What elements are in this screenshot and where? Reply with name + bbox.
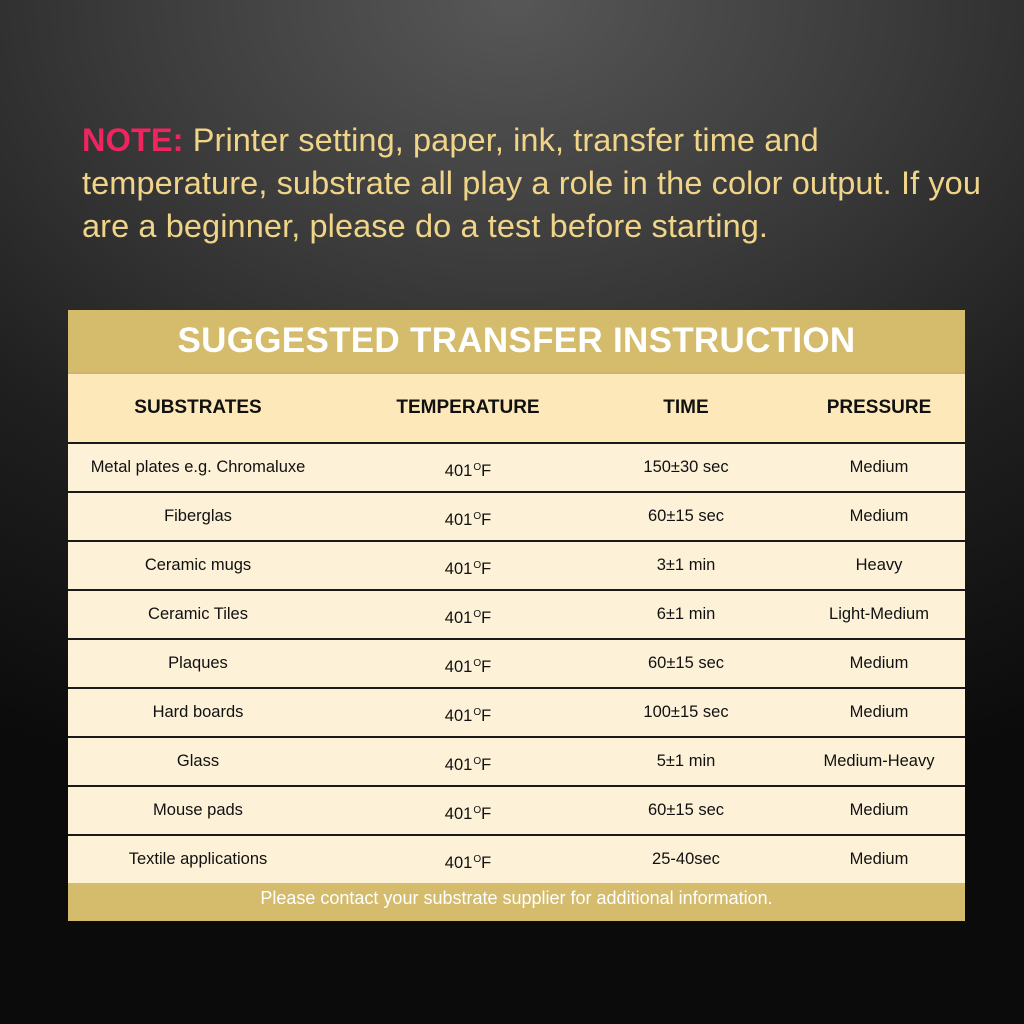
degree-symbol: O (473, 805, 482, 816)
cell-temperature (358, 738, 578, 785)
temperature-value: 401 (444, 707, 473, 725)
temperature-value: 401 (444, 854, 473, 872)
temperature-value: 401 (444, 511, 473, 529)
cell-pressure: Medium (849, 801, 909, 819)
cell-time: 60±15 sec (647, 801, 725, 819)
temperature-value: 401 (444, 756, 473, 774)
table-footer-note: Please contact your substrate supplier for additional information. (260, 888, 773, 908)
cell-temperature (358, 591, 578, 638)
cell-pressure: Light-Medium (829, 605, 929, 623)
table-header-row (68, 372, 965, 442)
table-row (68, 591, 965, 638)
table-row (68, 493, 965, 540)
note-paragraph (82, 119, 982, 248)
table-row (68, 689, 965, 736)
cell-pressure: Heavy (855, 556, 903, 574)
header-temperature: TEMPERATURE (396, 397, 540, 418)
table-row (68, 738, 965, 785)
cell-substrate: Mouse pads (153, 801, 243, 819)
cell-time: 5±1 min (656, 752, 716, 770)
temperature-unit: F (481, 658, 492, 676)
cell-pressure: Medium-Heavy (823, 752, 935, 770)
cell-time: 60±15 sec (647, 654, 725, 672)
temperature-unit: F (481, 756, 492, 774)
temperature-unit: F (481, 511, 492, 529)
degree-symbol: O (473, 854, 482, 865)
cell-substrate: Plaques (168, 654, 228, 672)
temperature-unit: F (481, 854, 492, 872)
temperature-value: 401 (444, 805, 473, 823)
cell-time: 60±15 sec (647, 507, 725, 525)
cell-pressure: Medium (849, 703, 909, 721)
table-row (68, 836, 965, 883)
cell-time: 25-40sec (652, 850, 720, 868)
degree-symbol: O (473, 756, 482, 767)
temperature-unit: F (481, 560, 492, 578)
cell-time: 150±30 sec (643, 458, 729, 476)
cell-substrate: Hard boards (152, 703, 244, 721)
header-time: TIME (663, 397, 709, 418)
cell-time: 6±1 min (656, 605, 716, 623)
cell-temperature (358, 542, 578, 589)
cell-temperature (358, 836, 578, 883)
temperature-unit: F (481, 707, 492, 725)
cell-pressure: Medium (849, 458, 909, 476)
degree-symbol: O (473, 511, 482, 522)
cell-temperature (358, 493, 578, 540)
temperature-value: 401 (444, 462, 473, 480)
temperature-value: 401 (444, 658, 473, 676)
degree-symbol: O (473, 462, 482, 473)
table-body (68, 442, 965, 878)
cell-time: 100±15 sec (643, 703, 729, 721)
cell-substrate: Ceramic mugs (144, 556, 252, 574)
cell-pressure: Medium (849, 654, 909, 672)
cell-substrate: Metal plates e.g. Chromaluxe (90, 458, 306, 476)
temperature-unit: F (481, 462, 492, 480)
cell-substrate: Fiberglas (164, 507, 232, 525)
header-pressure: PRESSURE (826, 397, 932, 418)
transfer-instruction-table (68, 310, 965, 921)
cell-substrate: Ceramic Tiles (148, 605, 248, 623)
temperature-value: 401 (444, 609, 473, 627)
table-row (68, 787, 965, 834)
table-row (68, 444, 965, 491)
degree-symbol: O (473, 707, 482, 718)
cell-pressure: Medium (849, 850, 909, 868)
note-text: Printer setting, paper, ink, transfer time and temperature, substrate all play a role in the color output. If you are a beginner, please do a test before starting. (82, 122, 982, 244)
degree-symbol: O (473, 609, 482, 620)
cell-temperature (358, 444, 578, 491)
cell-temperature (358, 689, 578, 736)
cell-temperature (358, 787, 578, 834)
temperature-unit: F (481, 609, 492, 627)
header-substrates: SUBSTRATES (134, 397, 262, 418)
degree-symbol: O (473, 658, 482, 669)
table-title: SUGGESTED TRANSFER INSTRUCTION (177, 321, 856, 360)
temperature-unit: F (481, 805, 492, 823)
degree-symbol: O (473, 560, 482, 571)
cell-temperature (358, 640, 578, 687)
cell-substrate: Glass (176, 752, 220, 770)
table-row (68, 640, 965, 687)
cell-pressure: Medium (849, 507, 909, 525)
cell-substrate: Textile applications (128, 850, 268, 868)
table-row (68, 542, 965, 589)
cell-time: 3±1 min (656, 556, 716, 574)
note-label: NOTE: (82, 122, 184, 158)
temperature-value: 401 (444, 560, 473, 578)
